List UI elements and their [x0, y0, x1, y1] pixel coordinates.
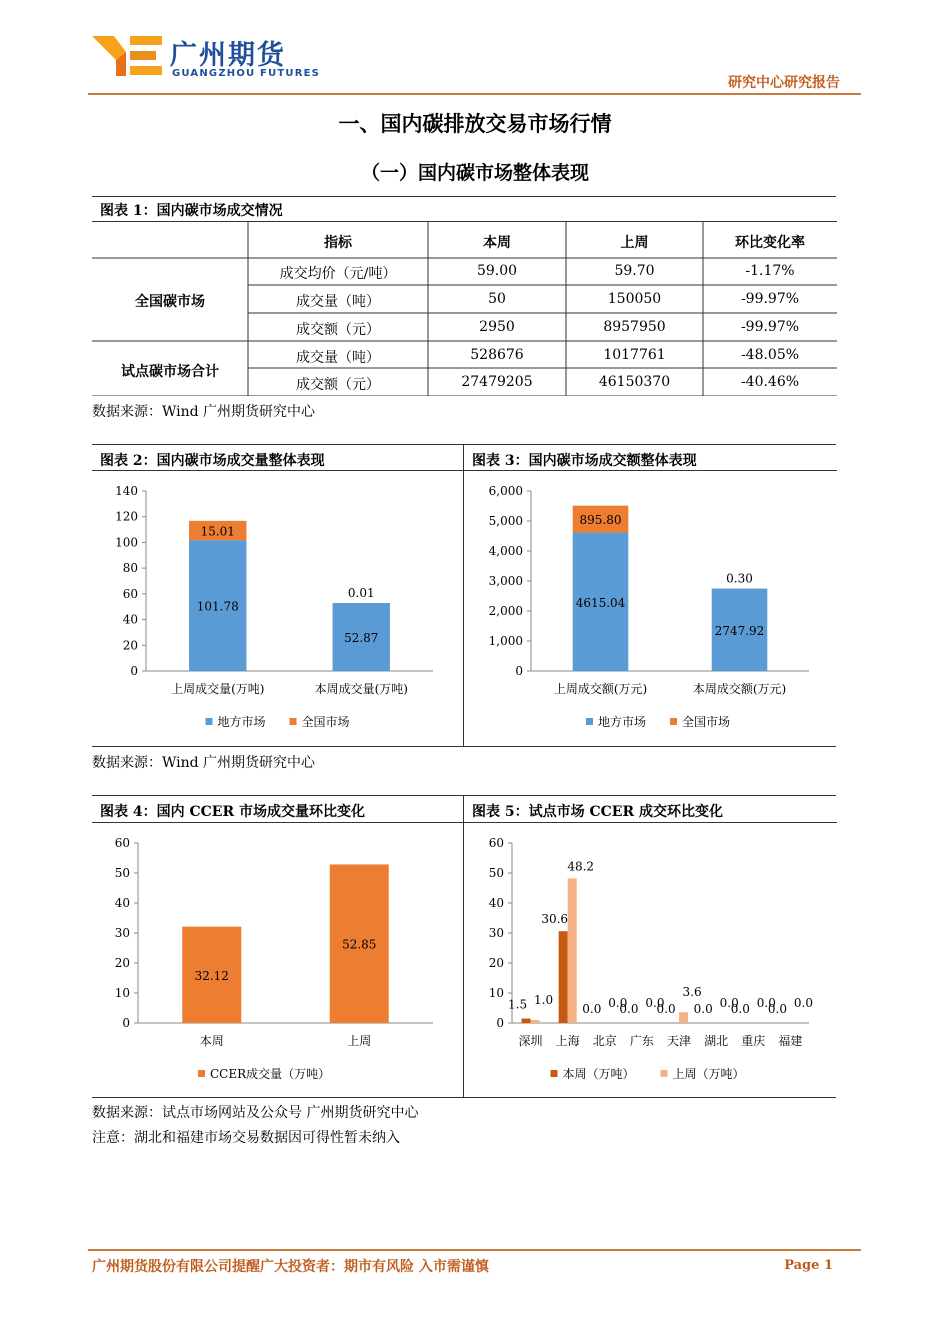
chart4-svg [93, 823, 462, 1096]
y-tick-label: 60 [488, 836, 504, 850]
y-tick-label: 6,000 [488, 484, 523, 498]
y-tick-label: 30 [488, 926, 504, 940]
page-number: Page 1 [784, 1258, 833, 1273]
table1-cell-value: 27479205 [461, 374, 533, 390]
table1-cell-value: 50 [488, 291, 506, 307]
y-tick-label: 20 [114, 956, 130, 970]
table1-cell-value: 150050 [607, 291, 662, 307]
data-label: 30.6 [541, 912, 569, 927]
legend-label: 全国市场 [682, 715, 731, 729]
y-tick-label: 50 [488, 866, 504, 880]
bar-last-week [679, 1012, 688, 1023]
data-label: 48.2 [567, 859, 595, 874]
y-tick-label: 1,000 [488, 634, 523, 648]
x-tick-label: 本周成交额(万元) [692, 682, 787, 696]
y-tick-label: 10 [488, 986, 504, 1000]
company-logo-icon [92, 34, 164, 78]
data-label: 0.01 [347, 586, 375, 601]
data-note: 注意：湖北和福建市场交易数据因可得性暂未纳入 [92, 1130, 400, 1146]
chart4-caption: 图表 4：国内 CCER 市场成交量环比变化 [100, 804, 365, 820]
data-label: 52.85 [342, 937, 377, 952]
table1-header-indicator: 指标 [324, 235, 352, 251]
header-divider [88, 93, 861, 95]
legend-swatch [551, 1070, 558, 1077]
table1-source: 数据来源：Wind 广州期货研究中心 [92, 404, 316, 420]
y-tick-label: 50 [114, 866, 130, 880]
charts-row2-source: 数据来源：试点市场网站及公众号 广州期货研究中心 [92, 1105, 419, 1121]
legend-swatch [206, 718, 213, 725]
legend-swatch [670, 718, 677, 725]
legend-swatch [290, 718, 297, 725]
footer-divider [88, 1249, 861, 1251]
chart2-caption: 图表 2：国内碳市场成交量整体表现 [100, 453, 325, 469]
table1-cell-value: -99.97% [740, 319, 800, 335]
data-label: 0.0 [730, 1002, 750, 1016]
data-label: 0.0 [656, 1002, 676, 1016]
logo-english-name: GUANGZHOU FUTURES [172, 68, 321, 79]
table1-cell-value: 46150370 [598, 374, 671, 390]
bar-this-week [559, 931, 568, 1023]
data-label: 0.0 [693, 1002, 713, 1016]
chart3-caption: 图表 3：国内碳市场成交额整体表现 [472, 453, 697, 469]
legend-swatch [586, 718, 593, 725]
x-tick-label: 上周 [347, 1034, 372, 1048]
legend-label: 本周（万吨） [562, 1067, 635, 1081]
table1-header-this-week: 本周 [483, 235, 511, 251]
table1-cell-indicator: 成交量（吨） [296, 350, 380, 366]
x-tick-label: 本周 [199, 1034, 224, 1048]
table1-cell-indicator: 成交量（吨） [296, 294, 380, 310]
data-label: 1.0 [534, 993, 554, 1007]
legend-label: 地方市场 [217, 715, 266, 729]
legend-swatch [661, 1070, 668, 1077]
table1-cell-value: 1017761 [603, 347, 666, 363]
table1-caption: 图表 1：国内碳市场成交情况 [100, 203, 283, 219]
y-tick-label: 60 [122, 586, 138, 601]
data-label: 0.0 [793, 996, 813, 1010]
table1-group-pilot: 试点碳市场合计 [121, 364, 219, 380]
legend-label: CCER成交量（万吨） [210, 1067, 331, 1081]
data-label: 895.80 [579, 513, 622, 528]
y-tick-label: 0 [130, 664, 138, 678]
y-tick-label: 10 [114, 986, 130, 1000]
y-tick-label: 40 [488, 896, 504, 910]
x-tick-label: 北京 [592, 1034, 617, 1048]
subsection-title: （一）国内碳市场整体表现 [360, 162, 589, 184]
y-tick-label: 30 [114, 926, 130, 940]
y-tick-label: 60 [114, 836, 130, 850]
y-tick-label: 40 [114, 896, 130, 910]
data-label: 0.0 [767, 1002, 787, 1016]
bar-last-week [531, 1020, 540, 1023]
data-label: 32.12 [194, 968, 229, 983]
data-label: 0.0 [582, 1002, 602, 1016]
y-tick-label: 20 [488, 956, 504, 970]
y-tick-label: 140 [115, 484, 138, 498]
chart5-svg [464, 823, 836, 1096]
legend-label: 地方市场 [598, 715, 647, 729]
table1-cell-value: -99.97% [740, 291, 800, 307]
data-label: 0.0 [608, 996, 628, 1010]
legend-swatch [198, 1070, 205, 1077]
table1-cell-indicator: 成交额（元） [296, 377, 380, 393]
legend-label: 上周（万吨） [672, 1067, 745, 1081]
table1-cell-value: 528676 [470, 347, 524, 363]
table1-header-last-week: 上周 [620, 235, 649, 251]
y-tick-label: 2,000 [488, 604, 523, 618]
y-tick-label: 80 [122, 561, 138, 576]
table1-cell-value: 8957950 [603, 319, 666, 335]
y-tick-label: 0 [515, 664, 523, 678]
footer-disclaimer: 广州期货股份有限公司提醒广大投资者：期市有风险 入市需谨慎 [92, 1259, 489, 1275]
y-tick-label: 0 [496, 1016, 504, 1030]
y-tick-label: 0 [122, 1016, 130, 1030]
data-label: 0.0 [719, 996, 739, 1010]
y-tick-label: 40 [122, 612, 138, 627]
x-tick-label: 上海 [555, 1034, 580, 1048]
x-tick-label: 本周成交量(万吨) [314, 682, 408, 696]
data-label: 3.6 [682, 985, 702, 1000]
table1-cell-indicator: 成交均价（元/吨） [279, 266, 397, 282]
table1-group-national: 全国碳市场 [135, 294, 205, 310]
chart5-caption: 图表 5：试点市场 CCER 成交环比变化 [472, 804, 723, 820]
chart3-svg [464, 471, 836, 744]
data-label: 15.01 [200, 524, 235, 539]
y-tick-label: 120 [115, 509, 138, 524]
legend-label: 全国市场 [301, 715, 350, 729]
x-tick-label: 广东 [629, 1034, 654, 1048]
y-tick-label: 3,000 [488, 574, 523, 588]
data-label: 4615.04 [575, 595, 626, 610]
data-label: 1.5 [508, 997, 528, 1012]
x-tick-label: 上周成交量(万吨) [171, 682, 265, 696]
charts-row1-source: 数据来源：Wind 广州期货研究中心 [92, 755, 316, 771]
data-label: 101.78 [196, 599, 239, 614]
y-tick-label: 5,000 [488, 514, 523, 528]
data-label: 2747.92 [714, 623, 765, 638]
data-label: 0.30 [726, 571, 753, 586]
x-tick-label: 上周成交额(万元) [553, 682, 648, 696]
table1-header-change: 环比变化率 [735, 235, 805, 251]
table1-cell-value: 2950 [479, 319, 515, 335]
bar-last-week [568, 878, 577, 1023]
x-tick-label: 湖北 [704, 1034, 729, 1048]
chart2-svg [93, 471, 462, 744]
x-tick-label: 重庆 [741, 1034, 766, 1048]
table1-cell-value: -40.46% [740, 374, 800, 390]
bar-this-week [522, 1019, 531, 1024]
data-label: 0.0 [756, 996, 776, 1010]
table1-cell-value: 59.00 [476, 263, 518, 279]
data-label: 0.0 [645, 996, 665, 1010]
data-label: 52.87 [344, 631, 379, 646]
x-tick-label: 天津 [667, 1034, 692, 1048]
y-tick-label: 100 [115, 535, 138, 550]
logo-chinese-name: 广州期货 [170, 40, 286, 71]
section-title: 一、国内碳排放交易市场行情 [338, 111, 612, 136]
y-tick-label: 20 [122, 638, 138, 653]
table1-cell-value: 59.70 [614, 263, 655, 279]
table1-cell-indicator: 成交额（元） [296, 322, 380, 338]
x-tick-label: 福建 [778, 1034, 803, 1048]
table1-cell-value: -1.17% [745, 263, 795, 279]
y-tick-label: 4,000 [488, 544, 523, 558]
report-type-label: 研究中心研究报告 [728, 75, 840, 91]
x-tick-label: 深圳 [518, 1034, 543, 1048]
table1-cell-value: -48.05% [740, 347, 800, 363]
data-label: 0.0 [619, 1002, 639, 1016]
